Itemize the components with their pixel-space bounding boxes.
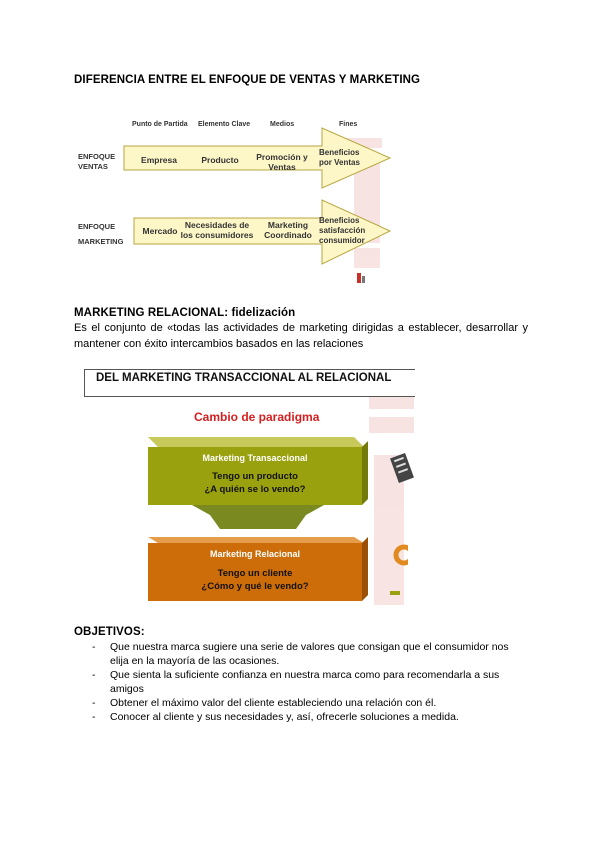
list-item <box>74 710 530 724</box>
diagram2-subtitle: Cambio de paradigma <box>194 410 320 424</box>
heading-diferencia: DIFERENCIA ENTRE EL ENFOQUE DE VENTAS Y MARKETING <box>74 74 421 86</box>
cell-fin-marketing-line3: consumidor <box>319 236 365 245</box>
arrow-down <box>192 505 324 529</box>
diagram-ventas-marketing-shapes <box>74 118 434 293</box>
list-dash: - <box>92 711 96 723</box>
relacional-line1: Tengo un cliente <box>217 568 293 579</box>
cell-marketing-coordinado: Marketing Coordinado <box>264 220 312 240</box>
cell-fin-ventas-line2: por Ventas <box>319 158 360 167</box>
column-medios: Medios <box>270 121 295 128</box>
cell-empresa: Empresa <box>141 155 177 165</box>
watermark-logo-2 <box>369 393 414 605</box>
diagram-ventas-marketing <box>74 118 434 293</box>
list-item-text: Que nuestra marca sugiere una serie de valores que consigan que el consumidor nos elija en la mayoría de las ocasiones. <box>110 641 509 667</box>
diagram-transaccional-relacional <box>84 365 424 607</box>
list-item <box>74 696 530 710</box>
cell-fin-marketing-line1: Beneficios <box>319 216 360 225</box>
transaccional-heading: Marketing Transaccional <box>202 453 308 463</box>
cell-fin-ventas-line1: Beneficios <box>319 148 360 157</box>
row-label-marketing-line1: ENFOQUE <box>78 222 116 231</box>
university-logo <box>357 273 365 283</box>
transaccional-line2: ¿A quién se lo vendo? <box>204 484 306 495</box>
row-label-marketing-line2: MARKETING <box>78 237 124 246</box>
cell-fin-ventas <box>319 148 360 168</box>
list-item <box>74 640 530 668</box>
objetivos-list <box>74 640 530 724</box>
heading-marketing-relacional: MARKETING RELACIONAL: fidelización <box>74 307 296 319</box>
heading-objetivos: OBJETIVOS: <box>74 626 145 638</box>
column-elemento-clave: Elemento Clave <box>198 121 251 128</box>
cell-producto: Producto <box>201 155 239 165</box>
column-punto-partida: Punto de Partida <box>132 121 188 128</box>
list-item <box>74 668 530 696</box>
list-dash: - <box>92 697 96 709</box>
row-label-ventas <box>78 152 115 172</box>
row-label-ventas-line1: ENFOQUE <box>78 152 116 161</box>
objetivos-list-container <box>74 640 530 724</box>
column-fines: Fines <box>339 121 358 128</box>
cell-promocion-ventas: Promoción y Ventas <box>256 152 308 172</box>
relacional-line2: ¿Cómo y qué le vendo? <box>201 581 309 592</box>
diagram2-title: DEL MARKETING TRANSACCIONAL AL RELACIONAL <box>96 372 392 384</box>
cell-fin-marketing-line2: satisfacción <box>319 226 366 235</box>
list-item-text: Obtener el máximo valor del cliente estableciendo una relación con él. <box>110 697 437 709</box>
cell-necesidades: Necesidades de los consumidores <box>180 220 254 240</box>
cell-mercado: Mercado <box>142 226 178 236</box>
row-label-marketing <box>78 222 123 247</box>
list-item-text: Que sienta la suficiente confianza en nuestra marca como para recomendarla a sus amigos <box>110 669 500 695</box>
row-label-ventas-line2: VENTAS <box>78 162 108 171</box>
relacional-heading: Marketing Relacional <box>209 549 301 559</box>
list-item-text: Conocer al cliente y sus necesidades y, así, ofrecerle soluciones a medida. <box>110 711 459 723</box>
list-dash: - <box>92 641 96 653</box>
transaccional-line1: Tengo un producto <box>212 471 298 482</box>
paragraph-definicion: Es el conjunto de «todas las actividades de marketing dirigidas a establecer, desarrollar y mantener con éxito intercambios basados en las relaciones <box>74 322 528 350</box>
list-dash: - <box>92 669 96 681</box>
cell-fin-marketing <box>319 216 365 246</box>
